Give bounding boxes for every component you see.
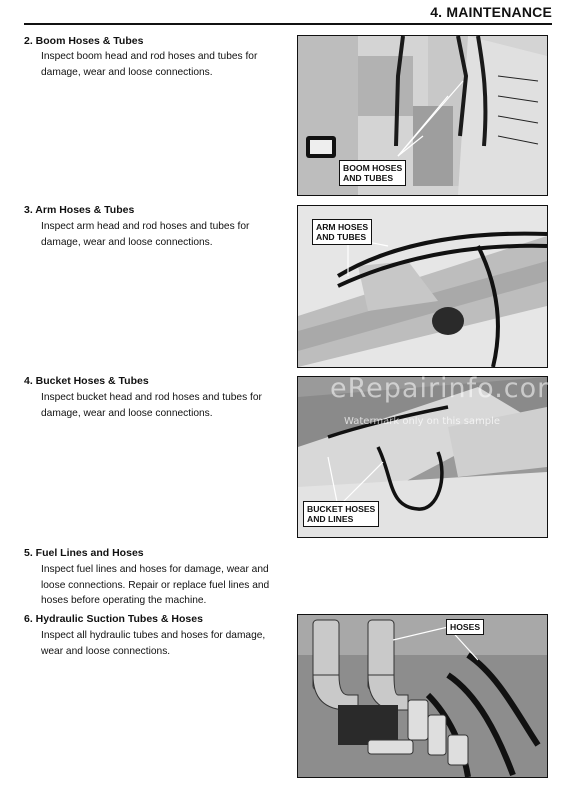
section-body-fuel: Inspect fuel lines and hoses for damage, wear and loose connections. Repair or replace fuel lines and hoses before operating the machine. bbox=[41, 564, 270, 606]
section-body-boom: Inspect boom head and rod hoses and tubes for damage, wear and loose connections. bbox=[41, 51, 258, 78]
photo-boom-hoses bbox=[297, 35, 548, 196]
section-title-fuel: 5. Fuel Lines and Hoses bbox=[24, 547, 144, 559]
header-rule bbox=[24, 23, 552, 25]
callout-bucket: BUCKET HOSES AND LINES bbox=[303, 501, 379, 527]
callout-arm: ARM HOSES AND TUBES bbox=[312, 219, 372, 245]
section-body-hydraulic: Inspect all hydraulic tubes and hoses for damage, wear and loose connections. bbox=[41, 630, 266, 657]
watermark-sub: Watermark only on this sample bbox=[344, 416, 501, 427]
section-body-arm: Inspect arm head and rod hoses and tubes for damage, wear and loose connections. bbox=[41, 221, 250, 248]
photo-suction-hoses bbox=[297, 614, 548, 778]
callout-boom: BOOM HOSES AND TUBES bbox=[339, 160, 406, 186]
section-title-hydraulic: 6. Hydraulic Suction Tubes & Hoses bbox=[24, 613, 203, 625]
watermark: eRepairinfo.com bbox=[330, 373, 565, 404]
section-title-arm: 3. Arm Hoses & Tubes bbox=[24, 204, 135, 216]
section-heading: 4. MAINTENANCE bbox=[430, 4, 552, 20]
section-title-boom: 2. Boom Hoses & Tubes bbox=[24, 35, 144, 47]
section-body-bucket: Inspect bucket head and rod hoses and tubes for damage, wear and loose connections. bbox=[41, 392, 262, 419]
section-title-bucket: 4. Bucket Hoses & Tubes bbox=[24, 375, 149, 387]
callout-hoses: HOSES bbox=[446, 619, 484, 635]
